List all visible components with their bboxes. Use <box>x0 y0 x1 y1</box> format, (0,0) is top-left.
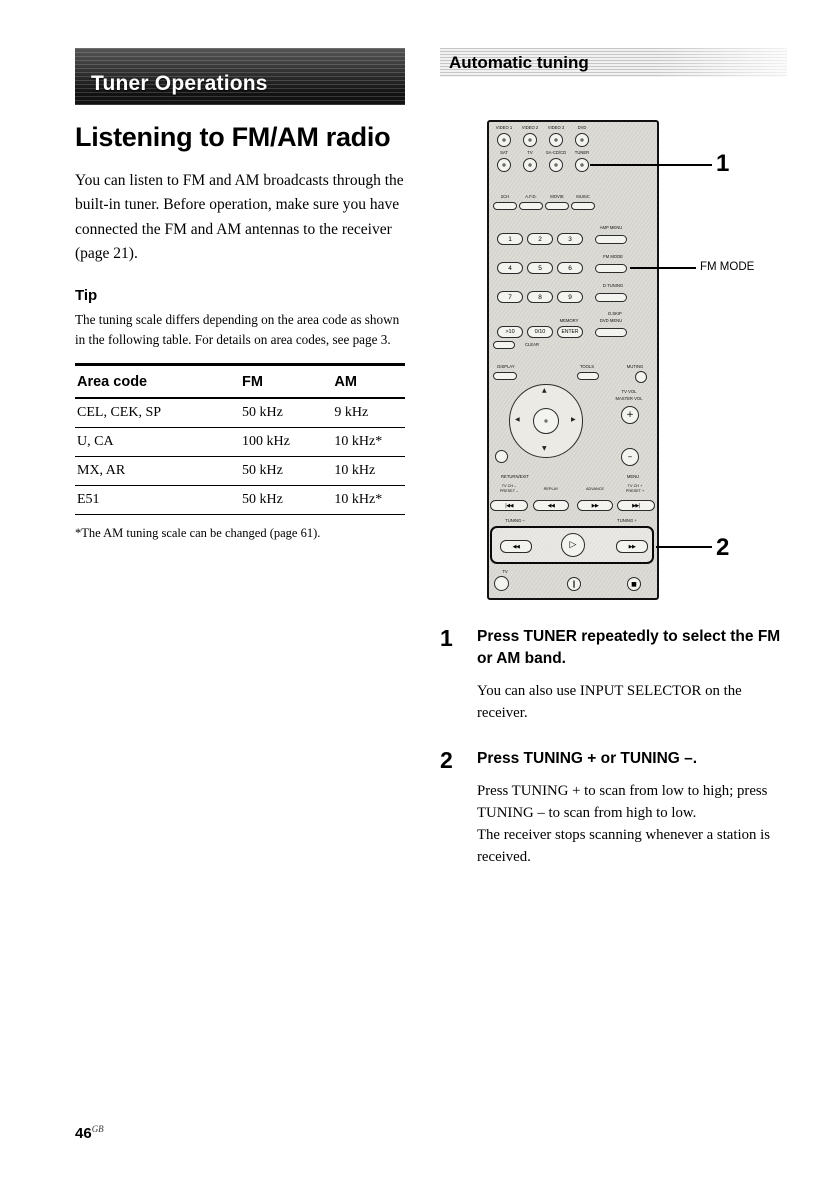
d-tuning-button <box>595 293 627 302</box>
table-cell: 10 kHz* <box>332 427 405 456</box>
dpad-center-button <box>533 408 559 434</box>
tv-input-button <box>523 158 537 172</box>
remote-button-label: D.SKIP <box>608 311 622 316</box>
remote-button-label: DISPLAY <box>497 364 515 369</box>
d-skip-button <box>595 328 627 337</box>
digit-1-button: 1 <box>497 233 523 245</box>
step-title: Press TUNER repeatedly to select the FM or AM band. <box>477 628 781 668</box>
music-button <box>571 202 595 210</box>
step-content <box>477 626 792 724</box>
remote-button-label: RETURN/EXIT <box>501 474 529 479</box>
remote-button-label: TUNER <box>574 150 590 155</box>
dpad-right-icon: ▶ <box>571 416 576 423</box>
afd-button <box>519 202 543 210</box>
callout-line-2 <box>656 546 712 548</box>
zero-10-button: 0/10 <box>527 326 553 338</box>
table-header-row <box>75 364 405 398</box>
remote-button-label: MEMORY <box>559 318 579 323</box>
tip-text: The tuning scale differs depending on the area code as shown in the following table. For details on area codes, see page 3. <box>75 311 400 347</box>
gt10-button: >10 <box>497 326 523 338</box>
muting-button <box>635 371 647 383</box>
page-title: Listening to FM/AM radio <box>75 122 391 152</box>
remote-button-label: MUTING <box>626 364 644 369</box>
tools-button <box>577 372 599 380</box>
tuning-minus-button: ◀◀ <box>500 540 532 553</box>
movie-button <box>545 202 569 210</box>
remote-button-label: D.TUNING <box>602 283 624 288</box>
table-cell: E51 <box>75 485 240 514</box>
sacd-cd-button <box>549 158 563 172</box>
remote-button-label: AMP MENU <box>599 225 623 230</box>
callout-step2: 2 <box>716 534 730 561</box>
table-cell: MX, AR <box>75 456 240 485</box>
area-code-table <box>75 363 405 515</box>
digit-5-button: 5 <box>527 262 553 274</box>
tv-ch-plus-label: TV CH + <box>627 484 643 488</box>
table-row <box>75 456 405 485</box>
digit-9-button: 9 <box>557 291 583 303</box>
page-region-code: GB <box>91 1124 104 1134</box>
table-row <box>75 427 405 456</box>
digit-8-button: 8 <box>527 291 553 303</box>
tuning-buttons-highlight-box <box>490 526 654 564</box>
remote-button-label: 2CH <box>500 194 510 199</box>
automatic-tuning-header-bar <box>440 48 787 77</box>
remote-button-label: DVD MENU <box>599 318 623 323</box>
remote-button-label: SA-CD/CD <box>545 150 567 155</box>
remote-button-label: ADVANCE <box>585 487 605 491</box>
dvd-button <box>575 133 589 147</box>
pause-button: ‖ <box>567 577 581 591</box>
section-header-bar <box>75 48 405 105</box>
step-number: 1 <box>440 625 453 651</box>
remote-button-label: REPLAY <box>543 487 559 491</box>
table-cell: CEL, CEK, SP <box>75 398 240 428</box>
remote-button-label: TUNING – <box>505 518 525 523</box>
automatic-tuning-header-label: Automatic tuning <box>449 52 589 72</box>
remote-button-label: SAT <box>500 150 508 155</box>
step-content <box>477 748 792 868</box>
video2-button <box>523 133 537 147</box>
page-number-value: 46 <box>75 1125 92 1142</box>
table-row <box>75 398 405 428</box>
table-cell: 100 kHz <box>240 427 332 456</box>
digit-3-button: 3 <box>557 233 583 245</box>
left-column <box>75 48 405 541</box>
remote-button-label: TV VOL <box>621 389 637 394</box>
table-cell: 10 kHz <box>332 456 405 485</box>
digit-7-button: 7 <box>497 291 523 303</box>
remote-control-illustration <box>487 120 659 600</box>
clear-button <box>493 341 515 349</box>
remote-button-label: FM MODE <box>603 254 623 259</box>
digit-4-button: 4 <box>497 262 523 274</box>
enter-button: ENTER <box>557 326 583 338</box>
table-cell: 50 kHz <box>240 456 332 485</box>
tv-power-button <box>494 576 509 591</box>
preset-minus-label: PRESET – <box>499 488 519 493</box>
table-cell: 50 kHz <box>240 485 332 514</box>
amp-menu-button <box>595 235 627 244</box>
callout-fm-mode: FM MODE <box>700 261 755 273</box>
display-button <box>493 372 517 380</box>
stop-button: ■ <box>627 577 641 591</box>
section-header-label: Tuner Operations <box>91 72 268 95</box>
small-round-button <box>495 450 508 463</box>
table-cell: 50 kHz <box>240 398 332 428</box>
video3-button <box>549 133 563 147</box>
replay-button: ◀◀ <box>533 500 569 511</box>
play-button: ▷ <box>561 533 585 557</box>
page-number <box>75 1124 104 1142</box>
remote-button-label: VIDEO 2 <box>521 125 539 130</box>
remote-button-label: A.F.D. <box>525 194 537 199</box>
prev-button: |◀◀ <box>490 500 528 511</box>
step-2 <box>440 748 792 868</box>
step-body: Press TUNING + to scan from low to high; press TUNING – to scan from high to low. <box>477 782 768 821</box>
remote-button-label: MENU <box>626 474 640 479</box>
tuner-button <box>575 158 589 172</box>
tip-heading: Tip <box>75 286 98 304</box>
remote-button-label: MASTER VOL <box>615 396 643 401</box>
remote-button-label: VIDEO 1 <box>495 125 513 130</box>
video1-button <box>497 133 511 147</box>
table-cell: 10 kHz* <box>332 485 405 514</box>
table-row <box>75 485 405 514</box>
callout-line-fm-mode <box>630 267 696 269</box>
step-body: You can also use INPUT SELECTOR on the receiver. <box>477 682 742 722</box>
next-button: ▶▶| <box>617 500 655 511</box>
steps-list <box>440 626 792 893</box>
sat-button <box>497 158 511 172</box>
step-body: The receiver stops scanning whenever a station is received. <box>477 827 770 866</box>
remote-button-label: VIDEO 3 <box>547 125 565 130</box>
advance-button: ▶▶ <box>577 500 613 511</box>
table-cell: 9 kHz <box>332 398 405 428</box>
fm-mode-button <box>595 264 627 273</box>
remote-button-label: MUSIC <box>576 194 590 199</box>
dpad-down-icon: ▼ <box>542 445 547 452</box>
callout-line-1 <box>590 164 712 166</box>
tv-ch-minus-label: TV CH – <box>501 484 517 488</box>
remote-button-label: TUNING + <box>617 518 637 523</box>
remote-button-label <box>615 484 655 494</box>
table-header-am: AM <box>332 364 405 398</box>
dpad-up-icon: ▲ <box>542 387 547 394</box>
intro-paragraph: You can listen to FM and AM broadcasts through the built-in tuner. Before operation, make sure you have connected the FM and AM antennas to the receiver (page 21). <box>75 172 404 263</box>
preset-plus-label: PRESET + <box>625 488 645 493</box>
remote-button-label: TV <box>502 569 508 574</box>
dpad-left-icon: ◀ <box>515 416 520 423</box>
tuning-plus-button: ▶▶ <box>616 540 648 553</box>
callout-step1: 1 <box>716 150 730 177</box>
remote-button-label <box>489 484 529 494</box>
table-cell: U, CA <box>75 427 240 456</box>
volume-minus-button: – <box>621 448 639 466</box>
step-number: 2 <box>440 747 453 774</box>
digit-6-button: 6 <box>557 262 583 274</box>
digit-2-button: 2 <box>527 233 553 245</box>
table-footnote: *The AM tuning scale can be changed (page 61). <box>75 525 321 540</box>
table-header-fm: FM <box>240 364 332 398</box>
table-header-area-code: Area code <box>75 364 240 398</box>
remote-button-label: CLEAR <box>525 342 539 347</box>
step-1 <box>440 626 792 724</box>
remote-button-label: TOOLS <box>579 364 595 369</box>
step-title: Press TUNING + or TUNING –. <box>477 750 698 768</box>
volume-plus-button: + <box>621 406 639 424</box>
remote-button-label: DVD <box>577 125 587 130</box>
remote-button-label: TV <box>527 150 533 155</box>
2ch-button <box>493 202 517 210</box>
remote-button-label: MOVIE <box>550 194 564 199</box>
